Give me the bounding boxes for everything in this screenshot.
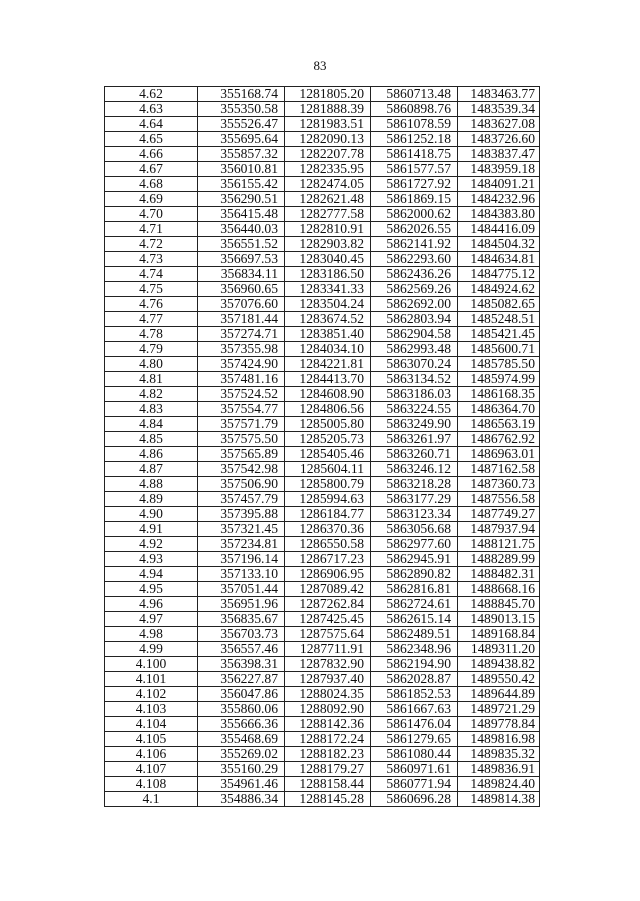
table-cell: 4.102 — [105, 687, 198, 702]
table-cell: 4.81 — [105, 372, 198, 387]
table-cell: 1281983.51 — [285, 117, 371, 132]
table-cell: 5860898.76 — [371, 102, 458, 117]
table-row — [105, 162, 540, 177]
table-cell: 5861577.57 — [371, 162, 458, 177]
table-cell: 1286717.23 — [285, 552, 371, 567]
table-cell: 1488668.16 — [458, 582, 540, 597]
table-cell: 357554.77 — [198, 402, 285, 417]
table-cell: 1489835.32 — [458, 747, 540, 762]
table-row — [105, 87, 540, 102]
table-cell: 357274.71 — [198, 327, 285, 342]
table-cell: 355160.29 — [198, 762, 285, 777]
table-cell: 1287832.90 — [285, 657, 371, 672]
table-cell: 5862977.60 — [371, 537, 458, 552]
table-cell: 4.93 — [105, 552, 198, 567]
table-row — [105, 177, 540, 192]
table-cell: 5861078.59 — [371, 117, 458, 132]
table-cell: 5861252.18 — [371, 132, 458, 147]
table-cell: 5861476.04 — [371, 717, 458, 732]
table-body — [105, 87, 540, 807]
table-cell: 4.68 — [105, 177, 198, 192]
table-cell: 1483959.18 — [458, 162, 540, 177]
table-cell: 1287089.42 — [285, 582, 371, 597]
table-cell: 356290.51 — [198, 192, 285, 207]
table-cell: 1489013.15 — [458, 612, 540, 627]
table-cell: 357424.90 — [198, 357, 285, 372]
table-cell: 355269.02 — [198, 747, 285, 762]
table-row — [105, 657, 540, 672]
table-cell: 356398.31 — [198, 657, 285, 672]
table-cell: 4.104 — [105, 717, 198, 732]
table-cell: 1483463.77 — [458, 87, 540, 102]
table-cell: 356440.03 — [198, 222, 285, 237]
table-cell: 4.76 — [105, 297, 198, 312]
table-cell: 1284413.70 — [285, 372, 371, 387]
table-row — [105, 522, 540, 537]
table-cell: 357321.45 — [198, 522, 285, 537]
table-cell: 355526.47 — [198, 117, 285, 132]
table-cell: 1287711.91 — [285, 642, 371, 657]
table-cell: 356703.73 — [198, 627, 285, 642]
table-row — [105, 357, 540, 372]
table-row — [105, 687, 540, 702]
table-cell: 5862816.81 — [371, 582, 458, 597]
table-cell: 1287425.45 — [285, 612, 371, 627]
table-cell: 1485600.71 — [458, 342, 540, 357]
table-cell: 5863134.52 — [371, 372, 458, 387]
table-cell: 4.77 — [105, 312, 198, 327]
table-cell: 357571.79 — [198, 417, 285, 432]
table-cell: 1488289.99 — [458, 552, 540, 567]
table-cell: 1281888.39 — [285, 102, 371, 117]
table-cell: 5861667.63 — [371, 702, 458, 717]
table-cell: 5862724.61 — [371, 597, 458, 612]
table-cell: 4.74 — [105, 267, 198, 282]
table-cell: 4.96 — [105, 597, 198, 612]
table-cell: 4.106 — [105, 747, 198, 762]
table-cell: 1282810.91 — [285, 222, 371, 237]
table-row — [105, 717, 540, 732]
table-row — [105, 237, 540, 252]
table-cell: 1286906.95 — [285, 567, 371, 582]
table-row — [105, 282, 540, 297]
table-cell: 1484504.32 — [458, 237, 540, 252]
table-cell: 1288142.36 — [285, 717, 371, 732]
table-cell: 5863218.28 — [371, 477, 458, 492]
table-row — [105, 252, 540, 267]
table-cell: 1288172.24 — [285, 732, 371, 747]
table-cell: 1282474.05 — [285, 177, 371, 192]
table-cell: 4.83 — [105, 402, 198, 417]
table-cell: 5863249.90 — [371, 417, 458, 432]
table-row — [105, 582, 540, 597]
table-cell: 1484924.62 — [458, 282, 540, 297]
table-cell: 1484634.81 — [458, 252, 540, 267]
table-cell: 1282335.95 — [285, 162, 371, 177]
table-cell: 5862945.91 — [371, 552, 458, 567]
table-cell: 4.72 — [105, 237, 198, 252]
table-cell: 5862615.14 — [371, 612, 458, 627]
table-cell: 1489644.89 — [458, 687, 540, 702]
table-row — [105, 147, 540, 162]
table-cell: 1484416.09 — [458, 222, 540, 237]
table-cell: 4.82 — [105, 387, 198, 402]
table-cell: 5861852.53 — [371, 687, 458, 702]
table-row — [105, 327, 540, 342]
table-cell: 4.63 — [105, 102, 198, 117]
table-cell: 1288179.27 — [285, 762, 371, 777]
table-cell: 4.78 — [105, 327, 198, 342]
table-row — [105, 477, 540, 492]
table-cell: 4.89 — [105, 492, 198, 507]
table-cell: 357481.16 — [198, 372, 285, 387]
table-cell: 1285405.46 — [285, 447, 371, 462]
table-cell: 5863246.12 — [371, 462, 458, 477]
table-cell: 1281805.20 — [285, 87, 371, 102]
table-cell: 4.108 — [105, 777, 198, 792]
table-cell: 355857.32 — [198, 147, 285, 162]
table-cell: 4.1 — [105, 792, 198, 807]
table-cell: 357076.60 — [198, 297, 285, 312]
table-cell: 5863186.03 — [371, 387, 458, 402]
table-cell: 1487360.73 — [458, 477, 540, 492]
table-cell: 1284608.90 — [285, 387, 371, 402]
table-cell: 5862890.82 — [371, 567, 458, 582]
table-cell: 1283186.50 — [285, 267, 371, 282]
table-cell: 356951.96 — [198, 597, 285, 612]
table-cell: 5860713.48 — [371, 87, 458, 102]
table-cell: 5860971.61 — [371, 762, 458, 777]
table-row — [105, 417, 540, 432]
table-cell: 4.90 — [105, 507, 198, 522]
table-cell: 4.86 — [105, 447, 198, 462]
table-cell: 357395.88 — [198, 507, 285, 522]
table-cell: 356697.53 — [198, 252, 285, 267]
table-cell: 1288092.90 — [285, 702, 371, 717]
table-cell: 4.99 — [105, 642, 198, 657]
table-cell: 5862803.94 — [371, 312, 458, 327]
table-cell: 1484383.80 — [458, 207, 540, 222]
table-cell: 4.70 — [105, 207, 198, 222]
table-cell: 1485421.45 — [458, 327, 540, 342]
table-cell: 5862993.48 — [371, 342, 458, 357]
table-cell: 1489814.38 — [458, 792, 540, 807]
table-cell: 4.87 — [105, 462, 198, 477]
table-row — [105, 207, 540, 222]
table-cell: 1489721.29 — [458, 702, 540, 717]
table-cell: 1288145.28 — [285, 792, 371, 807]
table-cell: 1284806.56 — [285, 402, 371, 417]
table-cell: 4.88 — [105, 477, 198, 492]
table-cell: 357133.10 — [198, 567, 285, 582]
table-cell: 1285604.11 — [285, 462, 371, 477]
table-cell: 356010.81 — [198, 162, 285, 177]
table-cell: 1483539.34 — [458, 102, 540, 117]
table-cell: 1288158.44 — [285, 777, 371, 792]
table-cell: 4.79 — [105, 342, 198, 357]
table-cell: 356155.42 — [198, 177, 285, 192]
table-cell: 5861869.15 — [371, 192, 458, 207]
table-cell: 1283851.40 — [285, 327, 371, 342]
table-cell: 355350.58 — [198, 102, 285, 117]
table-cell: 1489816.98 — [458, 732, 540, 747]
table-cell: 5862028.87 — [371, 672, 458, 687]
table-cell: 1484232.96 — [458, 192, 540, 207]
table-row — [105, 447, 540, 462]
table-cell: 357355.98 — [198, 342, 285, 357]
table-row — [105, 702, 540, 717]
table-cell: 1285800.79 — [285, 477, 371, 492]
table-cell: 1489824.40 — [458, 777, 540, 792]
table-cell: 5863261.97 — [371, 432, 458, 447]
table-cell: 1282621.48 — [285, 192, 371, 207]
table-row — [105, 132, 540, 147]
table-cell: 4.69 — [105, 192, 198, 207]
table-cell: 5863177.29 — [371, 492, 458, 507]
table-cell: 5861279.65 — [371, 732, 458, 747]
table-cell: 355168.74 — [198, 87, 285, 102]
table-row — [105, 387, 540, 402]
table-row — [105, 432, 540, 447]
table-cell: 354961.46 — [198, 777, 285, 792]
table-cell: 1287575.64 — [285, 627, 371, 642]
table-cell: 1284034.10 — [285, 342, 371, 357]
table-row — [105, 777, 540, 792]
table-cell: 5861418.75 — [371, 147, 458, 162]
table-cell: 1485248.51 — [458, 312, 540, 327]
table-cell: 1484091.21 — [458, 177, 540, 192]
table-row — [105, 672, 540, 687]
table-cell: 5861727.92 — [371, 177, 458, 192]
table-row — [105, 372, 540, 387]
table-cell: 356227.87 — [198, 672, 285, 687]
table-cell: 4.73 — [105, 252, 198, 267]
table-cell: 1488845.70 — [458, 597, 540, 612]
page-number: 83 — [313, 58, 327, 73]
table-cell: 1489438.82 — [458, 657, 540, 672]
table-cell: 4.100 — [105, 657, 198, 672]
table-row — [105, 552, 540, 567]
table-cell: 1285994.63 — [285, 492, 371, 507]
table-cell: 1283040.45 — [285, 252, 371, 267]
table-cell: 4.94 — [105, 567, 198, 582]
table-cell: 5860696.28 — [371, 792, 458, 807]
table-cell: 1282777.58 — [285, 207, 371, 222]
table-cell: 1283504.24 — [285, 297, 371, 312]
table-row — [105, 102, 540, 117]
table-cell: 4.97 — [105, 612, 198, 627]
table-cell: 356047.86 — [198, 687, 285, 702]
table-cell: 1286370.36 — [285, 522, 371, 537]
table-row — [105, 627, 540, 642]
table-cell: 5860771.94 — [371, 777, 458, 792]
table-row — [105, 117, 540, 132]
table-cell: 5862293.60 — [371, 252, 458, 267]
table-cell: 356834.11 — [198, 267, 285, 282]
table-cell: 357575.50 — [198, 432, 285, 447]
table-row — [105, 597, 540, 612]
table-cell: 4.101 — [105, 672, 198, 687]
table-cell: 1285005.80 — [285, 417, 371, 432]
coordinates-table — [104, 86, 540, 807]
table-cell: 1489311.20 — [458, 642, 540, 657]
table-cell: 5862348.96 — [371, 642, 458, 657]
table-cell: 5863260.71 — [371, 447, 458, 462]
table-cell: 1488121.75 — [458, 537, 540, 552]
table-cell: 5863056.68 — [371, 522, 458, 537]
table-cell: 356557.46 — [198, 642, 285, 657]
table-cell: 357524.52 — [198, 387, 285, 402]
table-cell: 1282090.13 — [285, 132, 371, 147]
table-cell: 1486963.01 — [458, 447, 540, 462]
table-cell: 4.95 — [105, 582, 198, 597]
table-cell: 5863224.55 — [371, 402, 458, 417]
table-cell: 5862692.00 — [371, 297, 458, 312]
table-cell: 5862000.62 — [371, 207, 458, 222]
table-cell: 4.62 — [105, 87, 198, 102]
table-row — [105, 507, 540, 522]
table-cell: 1489836.91 — [458, 762, 540, 777]
table-cell: 356551.52 — [198, 237, 285, 252]
table-cell: 1486563.19 — [458, 417, 540, 432]
table-row — [105, 642, 540, 657]
table-cell: 1487556.58 — [458, 492, 540, 507]
table-cell: 5862194.90 — [371, 657, 458, 672]
table-cell: 5862569.26 — [371, 282, 458, 297]
table-cell: 1483837.47 — [458, 147, 540, 162]
table-cell: 1487749.27 — [458, 507, 540, 522]
table-row — [105, 612, 540, 627]
table-cell: 5861080.44 — [371, 747, 458, 762]
table-cell: 1287262.84 — [285, 597, 371, 612]
table-cell: 4.84 — [105, 417, 198, 432]
table-cell: 1489550.42 — [458, 672, 540, 687]
table-cell: 4.75 — [105, 282, 198, 297]
table-cell: 357506.90 — [198, 477, 285, 492]
table-cell: 1483627.08 — [458, 117, 540, 132]
table-cell: 1283674.52 — [285, 312, 371, 327]
table-cell: 357565.89 — [198, 447, 285, 462]
table-cell: 4.91 — [105, 522, 198, 537]
table-cell: 1483726.60 — [458, 132, 540, 147]
table-cell: 356960.65 — [198, 282, 285, 297]
table-row — [105, 747, 540, 762]
table-cell: 4.64 — [105, 117, 198, 132]
table-cell: 1285205.73 — [285, 432, 371, 447]
table-row — [105, 222, 540, 237]
table-cell: 5862489.51 — [371, 627, 458, 642]
table-cell: 1487162.58 — [458, 462, 540, 477]
table-cell: 357234.81 — [198, 537, 285, 552]
table-cell: 4.65 — [105, 132, 198, 147]
table-row — [105, 342, 540, 357]
table-row — [105, 267, 540, 282]
table-cell: 357196.14 — [198, 552, 285, 567]
table-cell: 1288182.23 — [285, 747, 371, 762]
table-cell: 357181.44 — [198, 312, 285, 327]
table-cell: 5863123.34 — [371, 507, 458, 522]
table-row — [105, 492, 540, 507]
table-cell: 1486168.35 — [458, 387, 540, 402]
table-cell: 1489778.84 — [458, 717, 540, 732]
table-cell: 5863070.24 — [371, 357, 458, 372]
table-cell: 355666.36 — [198, 717, 285, 732]
table-cell: 1283341.33 — [285, 282, 371, 297]
table-cell: 1485082.65 — [458, 297, 540, 312]
table-cell: 357051.44 — [198, 582, 285, 597]
table-cell: 4.103 — [105, 702, 198, 717]
table-cell: 356835.67 — [198, 612, 285, 627]
table-cell: 355860.06 — [198, 702, 285, 717]
table-cell: 5862436.26 — [371, 267, 458, 282]
table-row — [105, 567, 540, 582]
table-cell: 4.80 — [105, 357, 198, 372]
table-cell: 1288024.35 — [285, 687, 371, 702]
table-cell: 4.98 — [105, 627, 198, 642]
table-cell: 355468.69 — [198, 732, 285, 747]
table-cell: 354886.34 — [198, 792, 285, 807]
table-row — [105, 402, 540, 417]
table-cell: 5862904.58 — [371, 327, 458, 342]
table-cell: 4.92 — [105, 537, 198, 552]
table-row — [105, 537, 540, 552]
table-cell: 4.105 — [105, 732, 198, 747]
table-cell: 1286184.77 — [285, 507, 371, 522]
table-cell: 4.67 — [105, 162, 198, 177]
table-row — [105, 792, 540, 807]
table-cell: 356415.48 — [198, 207, 285, 222]
table-cell: 1485974.99 — [458, 372, 540, 387]
table-cell: 357457.79 — [198, 492, 285, 507]
table-cell: 1485785.50 — [458, 357, 540, 372]
table-cell: 1287937.40 — [285, 672, 371, 687]
table-row — [105, 462, 540, 477]
table-cell: 1484775.12 — [458, 267, 540, 282]
table-cell: 4.71 — [105, 222, 198, 237]
table-cell: 1284221.81 — [285, 357, 371, 372]
table-cell: 4.107 — [105, 762, 198, 777]
table-row — [105, 762, 540, 777]
table-cell: 357542.98 — [198, 462, 285, 477]
table-cell: 4.66 — [105, 147, 198, 162]
table-row — [105, 732, 540, 747]
table-cell: 1282207.78 — [285, 147, 371, 162]
table-cell: 1486364.70 — [458, 402, 540, 417]
table-row — [105, 297, 540, 312]
table-row — [105, 192, 540, 207]
table-row — [105, 312, 540, 327]
table-cell: 1286550.58 — [285, 537, 371, 552]
table-cell: 1282903.82 — [285, 237, 371, 252]
table-cell: 355695.64 — [198, 132, 285, 147]
table-cell: 1488482.31 — [458, 567, 540, 582]
table-cell: 5862026.55 — [371, 222, 458, 237]
table-cell: 4.85 — [105, 432, 198, 447]
table-cell: 5862141.92 — [371, 237, 458, 252]
table-cell: 1489168.84 — [458, 627, 540, 642]
table-cell: 1487937.94 — [458, 522, 540, 537]
table-cell: 1486762.92 — [458, 432, 540, 447]
